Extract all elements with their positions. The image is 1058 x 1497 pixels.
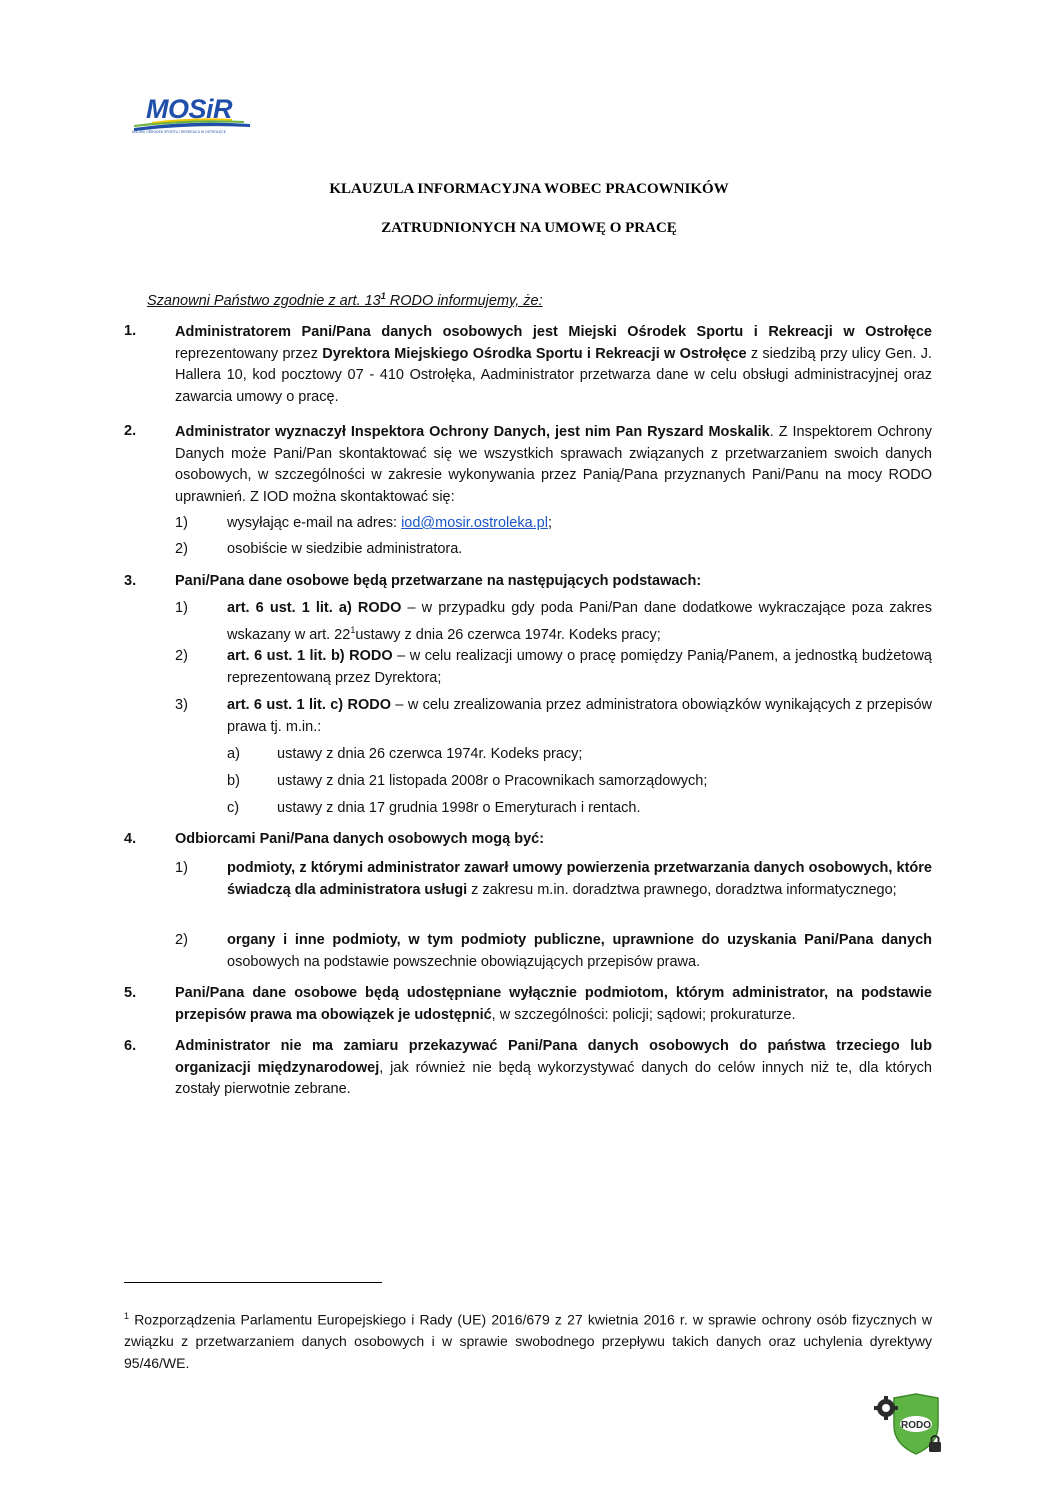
item-number: 1. xyxy=(124,323,137,339)
rodo-shield-icon xyxy=(872,1392,952,1458)
item-3-text: Pani/Pana dane osobowe będą przetwarzane na następujących podstawach: xyxy=(175,573,702,589)
sub-item-text: podmioty, z którymi administrator zawarł umowy powierzenia przetwarzania danych osobowych, które świadczą dla administratora usługi z zakresu m.in. doradztwa prawnego, doradztwa informatycznego; xyxy=(227,860,932,898)
item-number: 5. xyxy=(124,985,137,1001)
sub-item-text: osobiście w siedzibie administratora. xyxy=(227,541,463,557)
document-title-line2: ZATRUDNIONYCH NA UMOWĘ O PRACĘ xyxy=(381,220,677,236)
item-number: 3. xyxy=(124,573,137,589)
subsub-item-number: c) xyxy=(227,800,240,816)
intro-text: Szanowni Państwo zgodnie z art. $13^1$ RODO informujemy, że: xyxy=(147,291,543,309)
rodo-badge xyxy=(872,1392,952,1458)
sub-item-number: 2) xyxy=(175,648,188,664)
sub-item-number: 3) xyxy=(175,697,188,713)
sub-item-text: art. 6 ust. 1 lit. c) RODO – w celu zrealizowania przez administratora obowiązków wynikających z przepisów prawa tj. m.in.: xyxy=(227,697,932,735)
logo-subtitle: MIEJSKI OŚRODEK SPORTU I REKREACJI W OSTROŁĘCE xyxy=(132,130,226,134)
sub-item-number: 2) xyxy=(175,932,188,948)
sub-item-number: 1) xyxy=(175,600,188,616)
item-number: 6. xyxy=(124,1038,137,1054)
sub-item-number: 1) xyxy=(175,860,188,876)
footnote-separator xyxy=(124,1282,382,1283)
rodo-badge-label: RODO xyxy=(901,1420,931,1431)
subsub-item-number: b) xyxy=(227,773,240,789)
sub-item-number: 2) xyxy=(175,541,188,557)
sub-item-text: art. 6 ust. 1 lit. b) RODO – w celu realizacji umowy o pracę pomiędzy Panią/Panem, a jednostką budżetową reprezentowaną przez Dyrektora; xyxy=(227,648,932,686)
document-title-line1: KLAUZULA INFORMACYJNA WOBEC PRACOWNIKÓW xyxy=(329,181,729,197)
logo-text: MOSiR xyxy=(146,94,233,124)
email-link[interactable]: iod@mosir.ostroleka.pl xyxy=(401,515,548,531)
footnote: $^1$ Rozporządzenia Parlamentu Europejskiego i Rady (UE) 2016/679 z 27 kwietnia 2016 r. w sprawie ochrony osób fizycznych w związku z przetwarzaniem danych osobowych i w sprawie swobodnego przepływu takich danych oraz uchylenia dyrektywy 95/46/WE. xyxy=(124,1311,932,1371)
subsub-item-text: ustawy z dnia 21 listopada 2008r o Pracownikach samorządowych; xyxy=(277,773,708,789)
item-2-text: Administrator wyznaczył Inspektora Ochrony Danych, jest nim Pan Ryszard Moskalik. Z Inspektorem Ochrony Danych może Pani/Pan skontaktować się we wszystkich sprawach związanych z przetwarzaniem swoich danych osobowych, w szczególności w zakresie wykonywania przez Panią/Pana przyznanych Pani/Panu na mocy RODO uprawnień. Z IOD można skontaktować się: xyxy=(175,424,932,505)
item-1-text: Administratorem Pani/Pana danych osobowych jest Miejski Ośrodek Sportu i Rekreacji w Ostrołęce reprezentowany przez Dyrektora Miejskiego Ośrodka Sportu i Rekreacji w Ostrołęce z siedzibą przy ulicy Gen. J. Hallera 10, kod pocztowy 07 - 410 Ostrołęka, Aadministrator przetwarza dane w celu obsługi administracyjnej oraz zawarcia umowy o pracę. xyxy=(175,324,932,405)
item-4-text: Odbiorcami Pani/Pana danych osobowych mogą być: xyxy=(175,831,545,847)
mosir-logo xyxy=(132,94,252,138)
subsub-item-text: ustawy z dnia 17 grudnia 1998r o Emeryturach i rentach. xyxy=(277,800,641,816)
item-number: 4. xyxy=(124,831,137,847)
subsub-item-text: ustawy z dnia 26 czerwca 1974r. Kodeks pracy; xyxy=(277,746,583,762)
sub-item-text: art. 6 ust. 1 lit. a) RODO – w przypadku gdy poda Pani/Pan dane dodatkowe wykraczające poza zakres wskazany w art. $22^1ustawy$ z dnia 26 czerwca 1974r. Kodeks pracy; xyxy=(227,600,932,643)
item-6-text: Administrator nie ma zamiaru przekazywać Pani/Pana danych osobowych do państwa trzeciego lub organizacji międzynarodowej, jak również nie będą wykorzystywać danych do celów innych niż te, dla których zostały pierwotnie zebrane. xyxy=(175,1038,932,1097)
item-number: 2. xyxy=(124,423,137,439)
sub-item-email: wysyłając e-mail na adres: iod@mosir.ostroleka.pl; xyxy=(227,515,552,531)
sub-item-number: 1) xyxy=(175,515,188,531)
sub-item-text: organy i inne podmioty, w tym podmioty publiczne, uprawnione do uzyskania Pani/Pana danych osobowych na podstawie powszechnie obowiązujących przepisów prawa. xyxy=(227,932,932,970)
item-5-text: Pani/Pana dane osobowe będą udostępniane wyłącznie podmiotom, którym administrator, na podstawie przepisów prawa ma obowiązek je udostępnić, w szczególności: policji; sądowi; prokuraturze. xyxy=(175,985,932,1023)
subsub-item-number: a) xyxy=(227,746,240,762)
